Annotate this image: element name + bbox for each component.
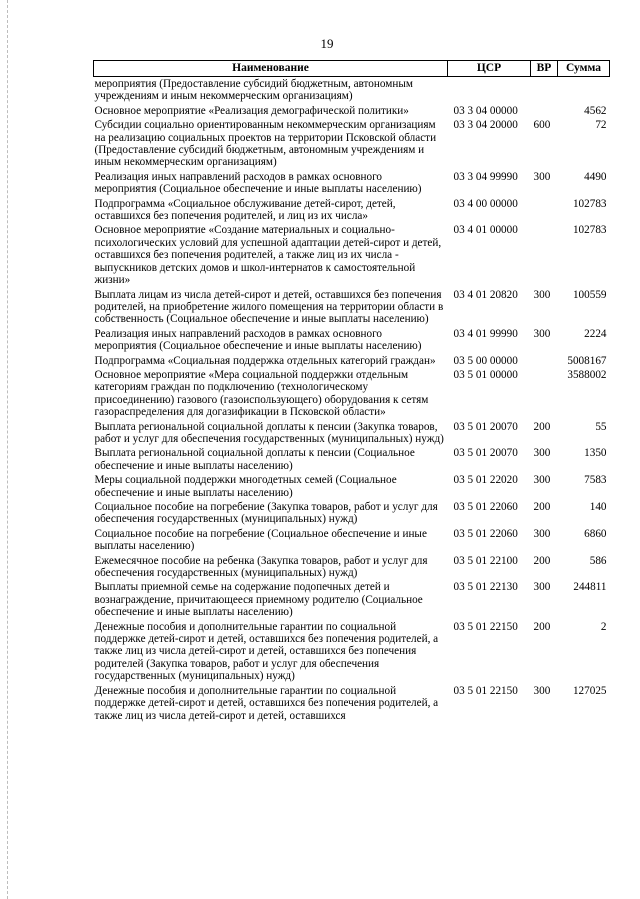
- csr-cell: 03 4 01 00000: [453, 224, 518, 237]
- sum-cell: 244811: [573, 581, 607, 594]
- csr-cell: [448, 77, 531, 104]
- csr-cell: 03 3 04 20000: [453, 119, 518, 132]
- table-row: [94, 354, 610, 368]
- header-vr: ВР: [531, 61, 558, 77]
- table-row: [94, 223, 610, 287]
- name-cell: Основное мероприятие «Реализация демографической политики»: [94, 104, 409, 117]
- vr-cell: [531, 77, 558, 104]
- sum-cell: 586: [589, 554, 607, 567]
- name-cell: Реализация иных направлений расходов в рамках основного мероприятия (Социальное обеспечение и иные выплаты населению): [94, 327, 422, 353]
- table-row: [94, 197, 610, 224]
- name-cell: мероприятия (Предоставление субсидий бюджетным, автономным учреждениям и иным некоммерческим организациям): [94, 78, 413, 103]
- table-row: [94, 620, 610, 684]
- table-row: [94, 446, 610, 473]
- vr-cell: 300: [533, 288, 551, 301]
- sum-cell: 55: [595, 420, 607, 433]
- vr-cell: 200: [533, 554, 551, 567]
- name-cell: Реализация иных направлений расходов в рамках основного мероприятия (Социальное обеспечение и иные выплаты населению): [94, 170, 422, 196]
- vr-cell: 600: [533, 119, 551, 132]
- name-cell: Выплата лицам из числа детей-сирот и детей, оставшихся без попечения родителей, на приобретение жилого помещения на территории области в собственность (Социальное обеспечение и иные выплаты населению): [94, 288, 444, 326]
- csr-cell: 03 4 01 99990: [453, 327, 518, 340]
- table-row: [94, 473, 610, 500]
- vr-cell: 300: [533, 474, 551, 487]
- sum-cell: 72: [595, 119, 607, 132]
- name-cell: Выплаты приемной семье на содержание подопечных детей и вознаграждение, причитающееся приемному родителю (Социальное обеспечение и иные выплаты населению): [94, 581, 423, 619]
- table-row: [94, 500, 610, 527]
- table-row: [94, 118, 610, 170]
- sum-cell: 127025: [572, 684, 607, 697]
- sum-cell: 4562: [584, 104, 607, 117]
- name-cell: Ежемесячное пособие на ребенка (Закупка товаров, работ и услуг для обеспечения государственных (муниципальных) нужд): [94, 554, 428, 580]
- sum-cell: [558, 77, 610, 104]
- table-row: [94, 527, 610, 554]
- name-cell: Выплата региональной социальной доплаты к пенсии (Закупка товаров, работ и услуг для обеспечения государственных (муниципальных) нужд): [94, 420, 444, 445]
- vr-cell: 200: [533, 620, 551, 633]
- name-cell: Меры социальной поддержки многодетных семей (Социальное обеспечение и иные выплаты населению): [94, 474, 397, 499]
- vr-cell: 300: [533, 527, 551, 540]
- sum-cell: 1350: [584, 447, 607, 460]
- table-row: [94, 368, 610, 420]
- csr-cell: 03 5 01 22150: [453, 684, 518, 697]
- csr-cell: 03 5 00 00000: [453, 354, 518, 367]
- table-row: [94, 327, 610, 354]
- csr-cell: 03 4 00 00000: [453, 197, 518, 210]
- table-row: [94, 420, 610, 447]
- vr-cell: [531, 368, 558, 420]
- sum-cell: 2: [600, 620, 607, 633]
- name-cell: Подпрограмма «Социальная поддержка отдельных категорий граждан»: [94, 354, 436, 367]
- csr-cell: 03 5 01 00000: [453, 368, 518, 381]
- table-row: [94, 684, 610, 723]
- name-cell: Социальное пособие на погребение (Закупка товаров, работ и услуг для обеспечения государственных (муниципальных) нужд): [94, 501, 438, 526]
- csr-cell: 03 5 01 22150: [453, 620, 518, 633]
- sum-cell: 5008167: [567, 354, 607, 367]
- name-cell: Выплата региональной социальной доплаты к пенсии (Социальное обеспечение и иные выплаты населению): [94, 447, 415, 472]
- vr-cell: 300: [533, 581, 551, 594]
- csr-cell: 03 3 04 99990: [453, 170, 518, 183]
- name-cell: Основное мероприятие «Создание материальных и социально-психологических условий для успешной адаптации детей-сирот и детей, оставшихся без попечения родителей, а также лиц из их числа - выпускников детских домов и школ-интернатов к самостоятельной жизни»: [94, 224, 442, 287]
- sum-cell: 102783: [572, 224, 607, 237]
- vr-cell: 300: [533, 447, 551, 460]
- vr-cell: 300: [533, 684, 551, 697]
- csr-cell: 03 4 01 20820: [453, 288, 518, 301]
- vr-cell: 200: [533, 501, 551, 513]
- vr-cell: [531, 354, 558, 368]
- sum-cell: 2224: [584, 327, 607, 340]
- scan-edge-line: [7, 0, 9, 899]
- name-cell: Денежные пособия и дополнительные гарантии по социальной поддержке детей-сирот и детей, оставшихся без попечения родителей, а также лиц из числа детей-сирот и детей, оставшихся: [94, 684, 439, 722]
- name-cell: Субсидии социально ориентированным некоммерческим организациям на реализацию социальных проектов на территории Псковской области (Предоставление субсидий бюджетным, автономным учреждениям и иным некоммерческим организациям): [94, 119, 437, 169]
- header-sum: Сумма: [558, 61, 610, 77]
- csr-cell: 03 5 01 22100: [453, 554, 518, 567]
- sum-cell: 7583: [584, 474, 607, 487]
- csr-cell: 03 5 01 20070: [453, 420, 518, 433]
- table-body: [94, 77, 610, 723]
- sum-cell: 100559: [572, 288, 607, 301]
- csr-cell: 03 5 01 20070: [453, 447, 518, 460]
- page-number: 19: [320, 36, 334, 51]
- table-row: [94, 580, 610, 619]
- table-row: [94, 170, 610, 197]
- vr-cell: 200: [533, 420, 551, 433]
- csr-cell: 03 5 01 22130: [453, 581, 518, 594]
- csr-cell: 03 5 01 22060: [453, 501, 518, 513]
- table-row: [94, 554, 610, 581]
- name-cell: Социальное пособие на погребение (Социальное обеспечение и иные выплаты населению): [94, 527, 427, 553]
- vr-cell: 300: [533, 170, 551, 183]
- budget-table: [93, 60, 610, 723]
- name-cell: Денежные пособия и дополнительные гарантии по социальной поддержке детей-сирот и детей, оставшихся без попечения родителей, а также лиц из числа детей-сирот и детей, оставшихся без попечения родителей (Закупка товаров, работ и услуг для обеспечения государственных (муниципальных) нужд): [94, 620, 439, 683]
- vr-cell: [531, 104, 558, 118]
- sum-cell: 102783: [572, 197, 607, 210]
- table-row: [94, 77, 610, 104]
- table-row: [94, 104, 610, 118]
- sum-cell: 140: [589, 501, 607, 513]
- sum-cell: 6860: [584, 527, 607, 540]
- header-name: Наименование: [94, 61, 448, 77]
- table-row: [94, 288, 610, 327]
- table-header-row: [94, 61, 610, 77]
- csr-cell: 03 5 01 22020: [453, 474, 518, 487]
- sum-cell: 3588002: [567, 368, 607, 381]
- vr-cell: 300: [533, 327, 551, 340]
- csr-cell: 03 3 04 00000: [453, 104, 518, 117]
- vr-cell: [531, 197, 558, 224]
- name-cell: Основное мероприятие «Мера социальной поддержки отдельным категориям граждан по подключению (технологическому присоединению) газового (газоиспользующего) оборудования к сетям газораспределения для догазификации в Псковской области»: [94, 368, 429, 419]
- sum-cell: 4490: [584, 170, 607, 183]
- vr-cell: [531, 223, 558, 287]
- csr-cell: 03 5 01 22060: [453, 527, 518, 540]
- name-cell: Подпрограмма «Социальное обслуживание детей-сирот, детей, оставшихся без попечения родителей, и лиц из их числа»: [94, 197, 396, 223]
- header-csr: ЦСР: [448, 61, 531, 77]
